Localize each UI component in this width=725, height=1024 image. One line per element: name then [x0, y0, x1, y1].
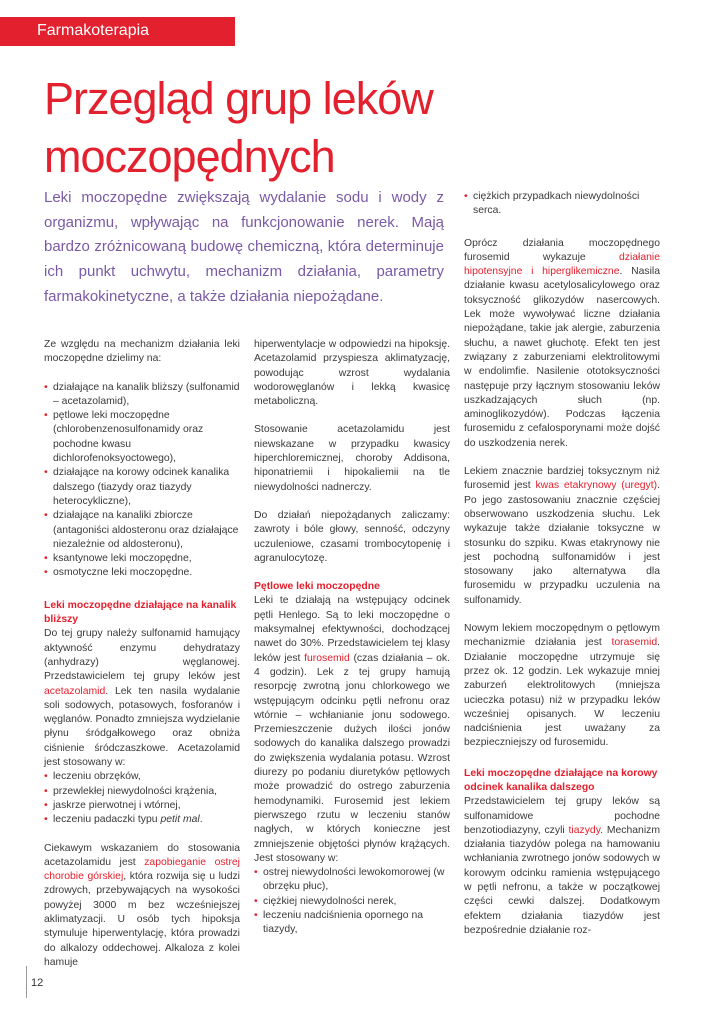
title-line-1: Przegląd grup leków [44, 73, 433, 124]
body-paragraph [464, 237, 660, 451]
uses-list [254, 866, 450, 937]
text-run: . Lek ten nasila wydalanie soli sodowych, potasowych, fosforanów i węglanów. Ponadto zmniejsza wydzielanie płynu śródgałkowego oraz obniża ciśnienie śródczaszkowe. Acetazolamid jest stosowany w: [44, 685, 240, 769]
body-paragraph: hiperwentylacje w odpowiedzi na hipoksję. Acetazolamid przyspiesza aklimatyzację, powodując wzrost wydalania wodorowęglanów i lekką kwasicę metaboliczną. [254, 339, 450, 408]
list-item: • jaskrze pierwotnej i wtórnej, [44, 799, 240, 813]
section-heading: Leki moczopędne działające na kanalik bliższy [44, 599, 237, 626]
body-paragraph [44, 842, 240, 971]
highlighted-term: tiazydy [568, 824, 601, 836]
section-label: Farmakoterapia [37, 22, 150, 39]
text-run: , która rozwija się u ludzi zdrowych, przebywających na wysokości powyżej 3000 m bez wcześniejszej aklimatyzacji. U osób tych hipoksja stymuluje hiperwentylację, która prowadzi do alkalozy oddechowej. Alkaloza z kolei hamuje [44, 871, 240, 968]
section-heading: Leki moczopędne działające na korowy odcinek kanalika dalszego [464, 767, 658, 793]
title-line-2: moczopędnych [44, 131, 335, 182]
diuretic-groups-list [44, 381, 240, 581]
highlighted-term: torasemid [611, 637, 658, 649]
text-run: . Mechanizm działania tiazydów polega na hamowaniu wchłaniania zwrotnego jonów sodowych w korowym odcinku ramienia wstępującego w pętli nefronu, a także w początkowej części cewki dalszej. Dodatkowym efektem działania tiazydów jest bezpośrednie działanie roz- [464, 824, 660, 936]
text-run: Do tej grupy należy sulfonamid hamujący aktywność enzymu dehydratazy (anhydrazy) węglanowej. Przedstawicielem tej grupy leków jest [44, 628, 240, 683]
column-1 [44, 338, 240, 984]
body-paragraph [44, 627, 240, 770]
text-run: . Nasila działanie kwasu acetylosalicylowego oraz toksyczność glikozydów nasercowych. Lek może wywoływać liczne działania niepożądane, takie jak alergie, zaburzenia słuchu, a nawet głuchotę. Efekt ten jest związany z zaburzeniami elektrolitowymi w endolimfie. Nasilenie ototoksyczności następuje przy łącznym stosowaniu leków uszkadzających słuch (np. aminoglikozydów). Podczas łączenia furosemidu z cefalosporynami może dojść do uszkodzenia nerek. [464, 266, 660, 449]
list-item: • leczeniu obrzęków, [44, 770, 240, 784]
list-item: • osmotyczne leki moczopędne. [44, 566, 240, 580]
uses-list [464, 190, 660, 219]
body-paragraph [254, 594, 450, 866]
text-run: . Działanie moczopędne utrzymuje się przez ok. 12 godzin. Lek wykazuje mniej zaburzeń elektrolitowych (mniejsza ucieczka potasu) niż w przypadku leków wcześniej opisanych. W leczeniu nadciśnienia jest uważany za bezpieczniejszy od furosemidu. [464, 637, 660, 749]
text-run: Leki te działają na wstępujący odcinek pętli Henlego. Są to leki moczopędne o maksymalnej efektywności, dochodzącej nawet do 30%. Przedstawicielem tej klasy leków jest [254, 595, 450, 664]
italic-term: petit mal [160, 814, 200, 826]
list-item: • działające na kanaliki zbiorcze (antagoniści aldosteronu oraz działające niezależnie od aldosteronu), [44, 509, 240, 552]
page-number: 12 [31, 977, 44, 989]
highlighted-term: acetazolamid [44, 685, 106, 697]
text-run: (czas działania – ok. 4 godzin). Lek z tej grupy hamują resorpcję zwrotną jonu chlorkowego we wstępującym odcinku pętli nefronu oraz wtórnie – wchłanianie jonu sodowego. Przemieszczenie dużych ilości jonów sodowych do kanalika dalszego prowadzi do zwiększenia wydalania potasu. Wzrost diurezy po podaniu diuretyków pętlowych może prowadzić do ostrego zaburzenia hemodynamiki. Furosemid jest lekiem pierwszego rzutu w leczeniu stanów nagłych, w których konieczne jest zmniejszenie objętości płynów krążących. Jest stosowany w: [254, 652, 450, 864]
text-run: . Po jego zastosowaniu znacznie częściej obserwowano uszkodzenia słuchu. Lek wykazuje także działanie toksyczne w stosunku do szpiku. Kwas etakrynowy nie jest pochodną sulfonamidów i jest stosowany jako alternatywa dla furosemidu w przypadku uczulenia na sulfonamidy. [464, 480, 660, 606]
page-number-rule [26, 966, 27, 998]
list-item: • pętlowe leki moczopędne (chlorobenzenosulfonamidy oraz pochodne kwasu dichlorofenoksyoctowego), [44, 409, 240, 466]
text-run: Oprócz działania moczopędnego furosemid wykazuje [464, 237, 660, 263]
text-run: Przedstawicielem tej grupy leków są sulfonamidowe pochodne benzotiodiazyny, czyli [464, 796, 660, 836]
text-run: leczeniu padaczki typu [53, 814, 161, 826]
column-3 [464, 190, 660, 952]
highlighted-term: furosemid [304, 652, 350, 664]
text-run: Nowym lekiem moczopędnym o pętlowym mechanizmie działania jest [464, 623, 660, 649]
list-item: • działające na kanalik bliższy (sulfonamid – acetazolamid), [44, 381, 240, 410]
list-item: • leczeniu nadciśnienia opornego na tiazydy, [254, 909, 450, 938]
list-item: • ciężkiej niewydolności nerek, [254, 895, 450, 909]
body-paragraph [464, 795, 660, 938]
text-run: . [199, 814, 203, 826]
list-item: • ciężkich przypadkach niewydolności serca. [464, 190, 660, 219]
text-run: Ciekawym wskazaniem do stosowania acetazolamidu jest [44, 842, 240, 868]
column-2 [254, 338, 450, 952]
list-item [44, 813, 240, 827]
intro-paragraph: Ze względu na mechanizm działania leki moczopędne dzielimy na: [44, 339, 240, 365]
uses-list [44, 770, 240, 827]
text-run: Lekiem znacznie bardziej toksycznym niż furosemid jest [464, 466, 660, 492]
section-header-bar [0, 17, 235, 46]
body-paragraph [464, 465, 660, 608]
highlighted-term: kwas etakrynowy (uregyt) [535, 480, 658, 492]
lead-paragraph: Leki moczopędne zwiększają wydalanie sodu i wody z organizmu, wpływając na funkcjonowanie nerek. Mają bardzo zróżnicowaną budowę chemiczną, która determinuje ich punkt uchwytu, mechanizm działania, parametry farmakokinetyczne, a także działania niepożądane. [44, 189, 444, 305]
list-item: • przewlekłej niewydolności krążenia, [44, 785, 240, 799]
body-paragraph: Do działań niepożądanych zaliczamy: zawroty i bóle głowy, senność, odczyny uczuleniowe, czasami trombocytopenię i agranulocytozę. [254, 509, 450, 564]
body-paragraph [464, 622, 660, 751]
list-item: • ostrej niewydolności lewokomorowej (w obrzęku płuc), [254, 866, 450, 895]
article-title [44, 70, 433, 186]
highlighted-term: działanie hipotensyjne i hiperglikemiczne [464, 251, 660, 278]
highlighted-term: zapobieganie ostrej chorobie górskiej [44, 856, 240, 883]
body-paragraph: Stosowanie acetazolamidu jest niewskazane w przypadku kwasicy hiperchloremicznej, choroby Addisona, hiponatriemii i hipokaliemii na tle niewydolności nadnerczy. [254, 424, 450, 493]
list-item: • ksantynowe leki moczopędne, [44, 552, 240, 566]
list-item: • działające na korowy odcinek kanalika dalszego (tiazydy oraz tiazydy heterocykliczne), [44, 466, 240, 509]
section-heading: Pętlowe leki moczopędne [254, 581, 380, 593]
